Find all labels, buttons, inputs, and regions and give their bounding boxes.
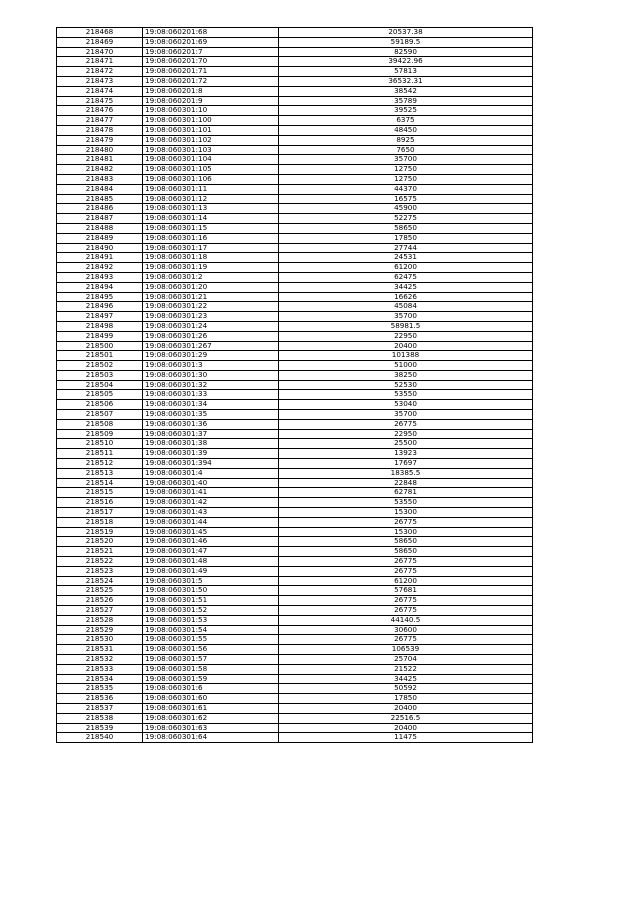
- row-id-cell: 218490: [57, 243, 143, 253]
- cadastral-number-cell: 19:08:060301:101: [143, 125, 279, 135]
- row-id-cell: 218522: [57, 557, 143, 567]
- table-row: [57, 664, 533, 674]
- cadastral-number-cell: 19:08:060301:24: [143, 321, 279, 331]
- cadastral-number-cell: 19:08:060301:10: [143, 106, 279, 116]
- amount-cell: 8925: [279, 135, 533, 145]
- table-row: [57, 684, 533, 694]
- table-row: [57, 223, 533, 233]
- cadastral-number-cell: 19:08:060201:9: [143, 96, 279, 106]
- row-id-cell: 218540: [57, 733, 143, 743]
- cadastral-number-cell: 19:08:060201:8: [143, 86, 279, 96]
- table-row: [57, 410, 533, 420]
- cadastral-number-cell: 19:08:060301:46: [143, 537, 279, 547]
- cadastral-number-cell: 19:08:060301:37: [143, 429, 279, 439]
- row-id-cell: 218489: [57, 233, 143, 243]
- amount-cell: 26775: [279, 635, 533, 645]
- table-row: [57, 400, 533, 410]
- amount-cell: 57681: [279, 586, 533, 596]
- cadastral-number-cell: 19:08:060301:34: [143, 400, 279, 410]
- row-id-cell: 218502: [57, 361, 143, 371]
- row-id-cell: 218475: [57, 96, 143, 106]
- cadastral-number-cell: 19:08:060301:47: [143, 547, 279, 557]
- table-row: [57, 243, 533, 253]
- table-row: [57, 47, 533, 57]
- row-id-cell: 218500: [57, 341, 143, 351]
- cadastral-number-cell: 19:08:060201:71: [143, 67, 279, 77]
- amount-cell: 15300: [279, 508, 533, 518]
- cadastral-number-cell: 19:08:060301:26: [143, 331, 279, 341]
- cadastral-number-cell: 19:08:060301:14: [143, 214, 279, 224]
- row-id-cell: 218472: [57, 67, 143, 77]
- cadastral-number-cell: 19:08:060301:394: [143, 459, 279, 469]
- row-id-cell: 218536: [57, 694, 143, 704]
- row-id-cell: 218521: [57, 547, 143, 557]
- cadastral-number-cell: 19:08:060301:38: [143, 439, 279, 449]
- row-id-cell: 218482: [57, 165, 143, 175]
- amount-cell: 38542: [279, 86, 533, 96]
- amount-cell: 58650: [279, 537, 533, 547]
- table-row: [57, 253, 533, 263]
- table-row: [57, 459, 533, 469]
- row-id-cell: 218532: [57, 655, 143, 665]
- table-row: [57, 135, 533, 145]
- row-id-cell: 218538: [57, 713, 143, 723]
- cadastral-number-cell: 19:08:060301:17: [143, 243, 279, 253]
- amount-cell: 52275: [279, 214, 533, 224]
- cadastral-number-cell: 19:08:060201:69: [143, 37, 279, 47]
- amount-cell: 44140.5: [279, 615, 533, 625]
- table-row: [57, 233, 533, 243]
- cadastral-number-cell: 19:08:060301:56: [143, 645, 279, 655]
- cadastral-number-cell: 19:08:060301:19: [143, 263, 279, 273]
- cadastral-number-cell: 19:08:060301:12: [143, 194, 279, 204]
- row-id-cell: 218488: [57, 223, 143, 233]
- amount-cell: 17850: [279, 233, 533, 243]
- cadastral-number-cell: 19:08:060301:16: [143, 233, 279, 243]
- table-row: [57, 508, 533, 518]
- table-row: [57, 76, 533, 86]
- row-id-cell: 218476: [57, 106, 143, 116]
- row-id-cell: 218513: [57, 468, 143, 478]
- amount-cell: 38250: [279, 370, 533, 380]
- row-id-cell: 218499: [57, 331, 143, 341]
- cadastral-number-cell: 19:08:060301:40: [143, 478, 279, 488]
- row-id-cell: 218483: [57, 174, 143, 184]
- amount-cell: 106539: [279, 645, 533, 655]
- amount-cell: 26775: [279, 606, 533, 616]
- row-id-cell: 218505: [57, 390, 143, 400]
- row-id-cell: 218504: [57, 380, 143, 390]
- cadastral-number-cell: 19:08:060301:22: [143, 302, 279, 312]
- row-id-cell: 218477: [57, 116, 143, 126]
- table-row: [57, 214, 533, 224]
- row-id-cell: 218471: [57, 57, 143, 67]
- cadastral-number-cell: 19:08:060201:68: [143, 28, 279, 38]
- table-row: [57, 703, 533, 713]
- table-row: [57, 527, 533, 537]
- cadastral-number-cell: 19:08:060301:43: [143, 508, 279, 518]
- cadastral-number-cell: 19:08:060301:51: [143, 596, 279, 606]
- table-row: [57, 635, 533, 645]
- row-id-cell: 218495: [57, 292, 143, 302]
- row-id-cell: 218474: [57, 86, 143, 96]
- row-id-cell: 218510: [57, 439, 143, 449]
- cadastral-number-cell: 19:08:060301:18: [143, 253, 279, 263]
- row-id-cell: 218514: [57, 478, 143, 488]
- amount-cell: 6375: [279, 116, 533, 126]
- amount-cell: 12750: [279, 174, 533, 184]
- cadastral-number-cell: 19:08:060301:53: [143, 615, 279, 625]
- table-row: [57, 106, 533, 116]
- amount-cell: 12750: [279, 165, 533, 175]
- cadastral-number-cell: 19:08:060301:64: [143, 733, 279, 743]
- table-row: [57, 625, 533, 635]
- table-row: [57, 174, 533, 184]
- amount-cell: 39422.96: [279, 57, 533, 67]
- amount-cell: 26775: [279, 517, 533, 527]
- cadastral-number-cell: 19:08:060301:30: [143, 370, 279, 380]
- amount-cell: 16626: [279, 292, 533, 302]
- table-row: [57, 351, 533, 361]
- row-id-cell: 218486: [57, 204, 143, 214]
- table-row: [57, 194, 533, 204]
- table-row: [57, 468, 533, 478]
- row-id-cell: 218481: [57, 155, 143, 165]
- amount-cell: 21522: [279, 664, 533, 674]
- table-row: [57, 321, 533, 331]
- table-row: [57, 674, 533, 684]
- table-row: [57, 547, 533, 557]
- table-row: [57, 361, 533, 371]
- row-id-cell: 218485: [57, 194, 143, 204]
- amount-cell: 48450: [279, 125, 533, 135]
- table-row: [57, 733, 533, 743]
- cadastral-number-cell: 19:08:060301:49: [143, 566, 279, 576]
- table-row: [57, 184, 533, 194]
- row-id-cell: 218479: [57, 135, 143, 145]
- table-row: [57, 419, 533, 429]
- amount-cell: 35789: [279, 96, 533, 106]
- data-table: [56, 27, 533, 743]
- amount-cell: 20400: [279, 723, 533, 733]
- amount-cell: 25500: [279, 439, 533, 449]
- amount-cell: 35700: [279, 312, 533, 322]
- table-row: [57, 272, 533, 282]
- table-row: [57, 282, 533, 292]
- amount-cell: 36532.31: [279, 76, 533, 86]
- cadastral-number-cell: 19:08:060301:54: [143, 625, 279, 635]
- row-id-cell: 218534: [57, 674, 143, 684]
- cadastral-number-cell: 19:08:060301:3: [143, 361, 279, 371]
- row-id-cell: 218520: [57, 537, 143, 547]
- cadastral-number-cell: 19:08:060301:4: [143, 468, 279, 478]
- amount-cell: 17697: [279, 459, 533, 469]
- table-row: [57, 557, 533, 567]
- table-row: [57, 57, 533, 67]
- cadastral-number-cell: 19:08:060301:39: [143, 449, 279, 459]
- row-id-cell: 218518: [57, 517, 143, 527]
- row-id-cell: 218526: [57, 596, 143, 606]
- cadastral-number-cell: 19:08:060301:60: [143, 694, 279, 704]
- table-row: [57, 302, 533, 312]
- cadastral-number-cell: 19:08:060301:102: [143, 135, 279, 145]
- table-row: [57, 517, 533, 527]
- cadastral-number-cell: 19:08:060301:50: [143, 586, 279, 596]
- table-row: [57, 586, 533, 596]
- row-id-cell: 218484: [57, 184, 143, 194]
- table-row: [57, 694, 533, 704]
- amount-cell: 30600: [279, 625, 533, 635]
- cadastral-number-cell: 19:08:060201:70: [143, 57, 279, 67]
- cadastral-number-cell: 19:08:060301:29: [143, 351, 279, 361]
- amount-cell: 62781: [279, 488, 533, 498]
- cadastral-number-cell: 19:08:060301:32: [143, 380, 279, 390]
- table-row: [57, 566, 533, 576]
- amount-cell: 59189.5: [279, 37, 533, 47]
- amount-cell: 82590: [279, 47, 533, 57]
- table-row: [57, 331, 533, 341]
- cadastral-number-cell: 19:08:060301:52: [143, 606, 279, 616]
- row-id-cell: 218512: [57, 459, 143, 469]
- amount-cell: 26775: [279, 566, 533, 576]
- amount-cell: 24531: [279, 253, 533, 263]
- amount-cell: 20400: [279, 703, 533, 713]
- table-row: [57, 429, 533, 439]
- cadastral-number-cell: 19:08:060301:61: [143, 703, 279, 713]
- row-id-cell: 218470: [57, 47, 143, 57]
- row-id-cell: 218516: [57, 498, 143, 508]
- table-row: [57, 713, 533, 723]
- row-id-cell: 218523: [57, 566, 143, 576]
- cadastral-number-cell: 19:08:060301:15: [143, 223, 279, 233]
- cadastral-number-cell: 19:08:060301:2: [143, 272, 279, 282]
- amount-cell: 53040: [279, 400, 533, 410]
- cadastral-number-cell: 19:08:060301:59: [143, 674, 279, 684]
- row-id-cell: 218528: [57, 615, 143, 625]
- row-id-cell: 218527: [57, 606, 143, 616]
- amount-cell: 34425: [279, 282, 533, 292]
- cadastral-number-cell: 19:08:060301:13: [143, 204, 279, 214]
- table-row: [57, 204, 533, 214]
- amount-cell: 22516.5: [279, 713, 533, 723]
- table-row: [57, 576, 533, 586]
- amount-cell: 58981.5: [279, 321, 533, 331]
- row-id-cell: 218537: [57, 703, 143, 713]
- table-row: [57, 125, 533, 135]
- table-row: [57, 370, 533, 380]
- cadastral-number-cell: 19:08:060301:11: [143, 184, 279, 194]
- amount-cell: 51000: [279, 361, 533, 371]
- amount-cell: 53550: [279, 390, 533, 400]
- amount-cell: 13923: [279, 449, 533, 459]
- cadastral-number-cell: 19:08:060301:100: [143, 116, 279, 126]
- table-row: [57, 380, 533, 390]
- amount-cell: 26775: [279, 596, 533, 606]
- table-row: [57, 723, 533, 733]
- table-row: [57, 439, 533, 449]
- table-row: [57, 67, 533, 77]
- table-row: [57, 645, 533, 655]
- row-id-cell: 218480: [57, 145, 143, 155]
- amount-cell: 35700: [279, 410, 533, 420]
- row-id-cell: 218533: [57, 664, 143, 674]
- amount-cell: 20537.38: [279, 28, 533, 38]
- amount-cell: 16575: [279, 194, 533, 204]
- table-row: [57, 615, 533, 625]
- table-row: [57, 165, 533, 175]
- row-id-cell: 218501: [57, 351, 143, 361]
- table-row: [57, 498, 533, 508]
- table-row: [57, 28, 533, 38]
- amount-cell: 15300: [279, 527, 533, 537]
- table-row: [57, 606, 533, 616]
- amount-cell: 34425: [279, 674, 533, 684]
- amount-cell: 11475: [279, 733, 533, 743]
- table-row: [57, 145, 533, 155]
- row-id-cell: 218515: [57, 488, 143, 498]
- cadastral-number-cell: 19:08:060301:106: [143, 174, 279, 184]
- row-id-cell: 218530: [57, 635, 143, 645]
- amount-cell: 101388: [279, 351, 533, 361]
- cadastral-number-cell: 19:08:060301:55: [143, 635, 279, 645]
- amount-cell: 52530: [279, 380, 533, 390]
- table-row: [57, 116, 533, 126]
- amount-cell: 45084: [279, 302, 533, 312]
- amount-cell: 44370: [279, 184, 533, 194]
- cadastral-number-cell: 19:08:060301:23: [143, 312, 279, 322]
- cadastral-number-cell: 19:08:060301:36: [143, 419, 279, 429]
- cadastral-number-cell: 19:08:060301:21: [143, 292, 279, 302]
- row-id-cell: 218531: [57, 645, 143, 655]
- row-id-cell: 218494: [57, 282, 143, 292]
- amount-cell: 18385.5: [279, 468, 533, 478]
- amount-cell: 61200: [279, 263, 533, 273]
- amount-cell: 22950: [279, 331, 533, 341]
- cadastral-number-cell: 19:08:060301:57: [143, 655, 279, 665]
- cadastral-number-cell: 19:08:060301:35: [143, 410, 279, 420]
- amount-cell: 20400: [279, 341, 533, 351]
- amount-cell: 22848: [279, 478, 533, 488]
- table-row: [57, 155, 533, 165]
- amount-cell: 25704: [279, 655, 533, 665]
- row-id-cell: 218529: [57, 625, 143, 635]
- cadastral-number-cell: 19:08:060301:6: [143, 684, 279, 694]
- table-row: [57, 292, 533, 302]
- table-row: [57, 341, 533, 351]
- amount-cell: 26775: [279, 419, 533, 429]
- cadastral-number-cell: 19:08:060301:104: [143, 155, 279, 165]
- table-row: [57, 478, 533, 488]
- cadastral-number-cell: 19:08:060301:63: [143, 723, 279, 733]
- cadastral-number-cell: 19:08:060301:267: [143, 341, 279, 351]
- row-id-cell: 218535: [57, 684, 143, 694]
- cadastral-number-cell: 19:08:060301:58: [143, 664, 279, 674]
- row-id-cell: 218491: [57, 253, 143, 263]
- amount-cell: 27744: [279, 243, 533, 253]
- amount-cell: 17850: [279, 694, 533, 704]
- row-id-cell: 218519: [57, 527, 143, 537]
- row-id-cell: 218487: [57, 214, 143, 224]
- cadastral-number-cell: 19:08:060301:103: [143, 145, 279, 155]
- row-id-cell: 218468: [57, 28, 143, 38]
- cadastral-number-cell: 19:08:060301:45: [143, 527, 279, 537]
- table-row: [57, 655, 533, 665]
- amount-cell: 7650: [279, 145, 533, 155]
- cadastral-number-cell: 19:08:060301:33: [143, 390, 279, 400]
- amount-cell: 39525: [279, 106, 533, 116]
- cadastral-number-cell: 19:08:060301:42: [143, 498, 279, 508]
- cadastral-number-cell: 19:08:060301:41: [143, 488, 279, 498]
- table-row: [57, 390, 533, 400]
- table-row: [57, 537, 533, 547]
- amount-cell: 61200: [279, 576, 533, 586]
- row-id-cell: 218496: [57, 302, 143, 312]
- amount-cell: 53550: [279, 498, 533, 508]
- row-id-cell: 218469: [57, 37, 143, 47]
- table-row: [57, 96, 533, 106]
- cadastral-number-cell: 19:08:060301:48: [143, 557, 279, 567]
- row-id-cell: 218525: [57, 586, 143, 596]
- row-id-cell: 218539: [57, 723, 143, 733]
- row-id-cell: 218478: [57, 125, 143, 135]
- row-id-cell: 218473: [57, 76, 143, 86]
- cadastral-number-cell: 19:08:060301:5: [143, 576, 279, 586]
- row-id-cell: 218524: [57, 576, 143, 586]
- table-row: [57, 312, 533, 322]
- amount-cell: 58650: [279, 547, 533, 557]
- cadastral-number-cell: 19:08:060301:62: [143, 713, 279, 723]
- amount-cell: 50592: [279, 684, 533, 694]
- row-id-cell: 218493: [57, 272, 143, 282]
- row-id-cell: 218497: [57, 312, 143, 322]
- row-id-cell: 218492: [57, 263, 143, 273]
- cadastral-number-cell: 19:08:060301:105: [143, 165, 279, 175]
- table-body: [57, 28, 533, 743]
- table-row: [57, 449, 533, 459]
- amount-cell: 58650: [279, 223, 533, 233]
- cadastral-number-cell: 19:08:060201:7: [143, 47, 279, 57]
- table-row: [57, 488, 533, 498]
- row-id-cell: 218503: [57, 370, 143, 380]
- amount-cell: 57813: [279, 67, 533, 77]
- table-row: [57, 86, 533, 96]
- row-id-cell: 218508: [57, 419, 143, 429]
- row-id-cell: 218507: [57, 410, 143, 420]
- table-row: [57, 37, 533, 47]
- amount-cell: 26775: [279, 557, 533, 567]
- row-id-cell: 218509: [57, 429, 143, 439]
- row-id-cell: 218517: [57, 508, 143, 518]
- amount-cell: 22950: [279, 429, 533, 439]
- cadastral-number-cell: 19:08:060301:20: [143, 282, 279, 292]
- amount-cell: 35700: [279, 155, 533, 165]
- row-id-cell: 218511: [57, 449, 143, 459]
- cadastral-number-cell: 19:08:060301:44: [143, 517, 279, 527]
- cadastral-number-cell: 19:08:060201:72: [143, 76, 279, 86]
- row-id-cell: 218498: [57, 321, 143, 331]
- amount-cell: 62475: [279, 272, 533, 282]
- table-row: [57, 596, 533, 606]
- row-id-cell: 218506: [57, 400, 143, 410]
- amount-cell: 45900: [279, 204, 533, 214]
- table-row: [57, 263, 533, 273]
